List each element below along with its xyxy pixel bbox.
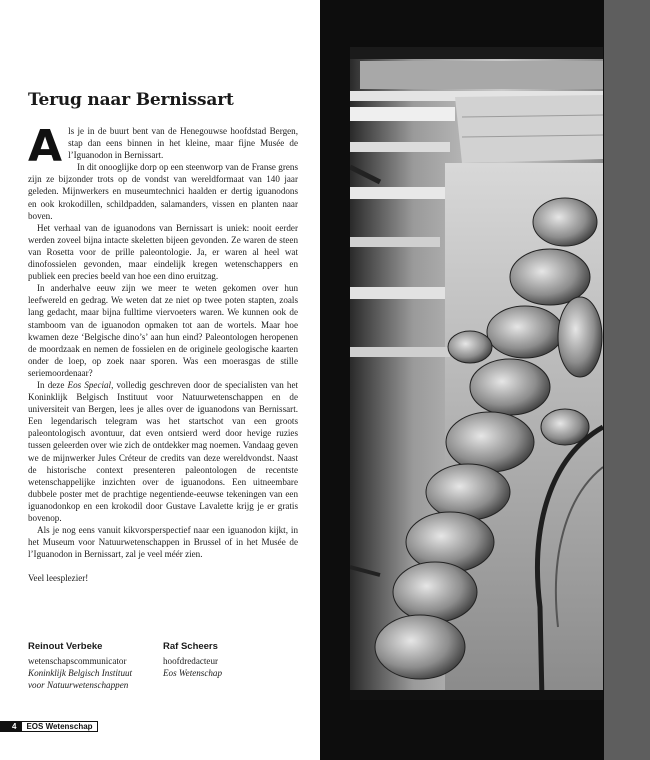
page-number: 4 xyxy=(0,721,21,732)
closing-line: Veel leesplezier! xyxy=(28,573,89,584)
signature-scheers xyxy=(163,641,222,679)
paragraph-2: In dit onooglijke dorp op een steenworp van de Franse grens zijn ze bijzonder trots op de vondst van wereldformaat van 140 jaar geleden. Mijnwerkers en museumtechnici haalden er dertig iguanodons en ook krokodillen, schildpadden, salamanders, vissen en planten naar boven. xyxy=(28,162,298,221)
signature-org: Eos Wetenschap xyxy=(163,668,223,678)
paragraph-4: In anderhalve eeuw zijn we meer te weten gekomen over hun leefwereld en gedrag. We weten dat ze niet op twee poten stapten, zoals lang gedacht, maar bijna fulltime viervoeters waren. We kunnen ook de stamboom van de iguanodon opmaken tot aan de wortels. Maar hoe kwamen deze ‘Belgische dino’s’ aan hun eind? Paleontologen heropenen de moordzaak en nemen de fossielen en de originele geologische kaarten onder de loep, op zoek naar sporen. Was een moerasgas de stille seriemoordenaar? xyxy=(28,283,298,378)
paragraph-5: In deze Eos Special, volledig geschreven door de specialisten van het Koninklijk Belgisch Instituut voor Natuurwetenschappen en de universiteit van Bergen, lees je alles over de iguanodons van Bernissart. Een legendarisch telegram was het startschot van een groots paleontologisch avontuur, dat even ontsierd werd door hevige ruzies tussen geleerden over wie zich de ontdekker mag noemen. Vandaag geven we de mijnwerker Jules Créteur de credits van deze wereldvondst. Naast de historische context presenteren paleontologen de recentste wetenschappelijke inzichten over de iguanodons. Een uitneembare dubbele poster met de prachtige negentiende-eeuwse tekeningen van een iguanodonkop en een krokodil door Gustave Lavalette krijg je er gratis bovenop. xyxy=(28,379,299,523)
signature-name: Raf Scheers xyxy=(163,641,218,652)
magazine-name: EOS Wetenschap xyxy=(21,721,97,732)
signature-verbeke xyxy=(28,641,132,691)
signature-org: Koninklijk Belgisch Instituut xyxy=(28,668,133,678)
signature-role: hoofdredacteur xyxy=(163,656,219,666)
signature-name: Reinout Verbeke xyxy=(28,641,103,652)
paragraph-6: Als je nog eens vanuit kikvorsperspectief naar een iguanodon kijkt, in het Museum voor Natuurwetenschappen in Brussel of in het Musée de l’Iguanodon in Bernissart, zal je veel méér zien. xyxy=(28,525,298,560)
drop-cap: A xyxy=(28,121,63,172)
page-edge xyxy=(604,0,650,760)
paragraph-1: Als je in de buurt bent van de Henegouwse hoofdstad Bergen, stap dan eens binnen in het kleine, maar fijne Musée de l’Iguanodon in Bernissart. xyxy=(28,121,298,172)
paragraph-3: Het verhaal van de iguanodons van Bernissart is uniek: nooit eerder werden zoveel bijna intacte skeletten bijeen gevonden. Ze waren de steen van Rosetta voor de prille paleontologie. Ja, er waren al heel wat dinofossielen gevonden, maar eindelijk kregen wetenschappers en publiek een precies beeld van hoe een dino eruitzag. xyxy=(28,222,298,282)
fossil-photo-image xyxy=(350,47,603,700)
right-page xyxy=(320,0,650,760)
article-body xyxy=(28,121,299,584)
signature-org: voor Natuurwetenschappen xyxy=(28,680,129,690)
fossil-photograph xyxy=(350,47,603,700)
article-title: Terug naar Bernissart xyxy=(28,90,234,110)
signature-role: wetenschapscommunicator xyxy=(28,656,127,666)
page-footer xyxy=(0,721,98,732)
left-page xyxy=(0,0,320,760)
